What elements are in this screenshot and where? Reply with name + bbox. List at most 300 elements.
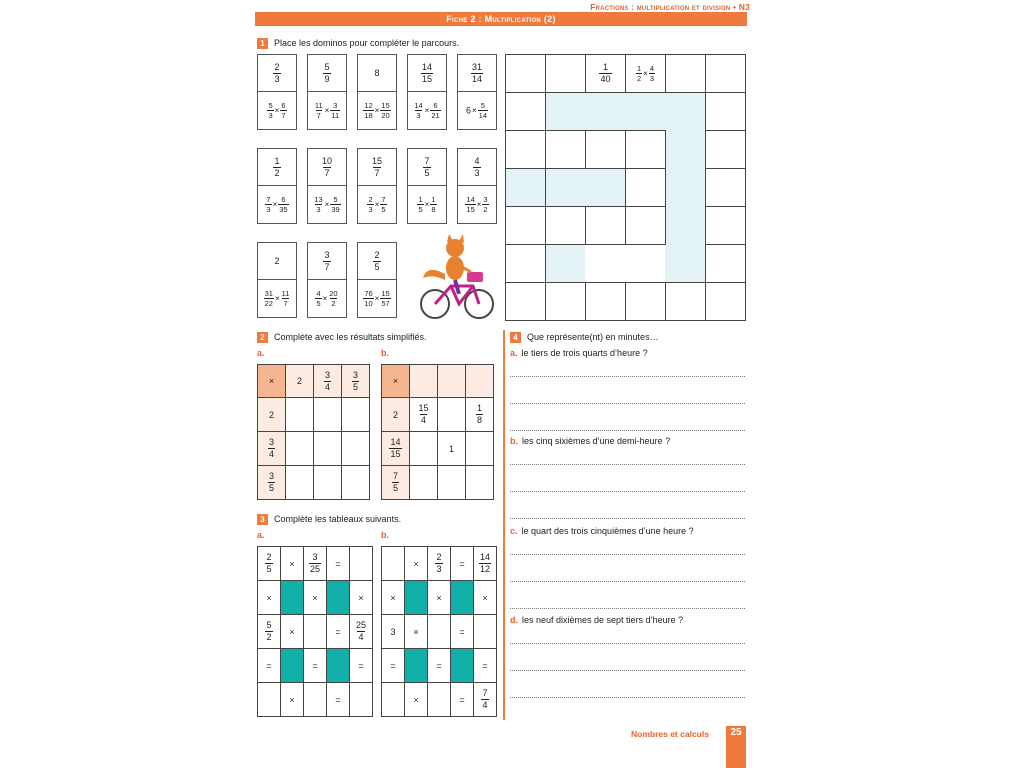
answer-line[interactable] (510, 697, 745, 698)
fraction (371, 157, 383, 178)
grid-cell (404, 546, 428, 581)
grid-cell (381, 682, 405, 717)
grid-cell (257, 648, 281, 683)
path-cell (705, 130, 746, 169)
fraction (330, 196, 340, 214)
question-text: les cinq sixièmes d’une demi-heure ? (522, 436, 671, 446)
denominator: 3 (436, 564, 442, 574)
denominator: 8 (431, 205, 436, 214)
numerator: 13 (314, 194, 323, 204)
times-sign: × (476, 200, 482, 209)
numerator: 7 (392, 471, 398, 481)
denominator: 2 (483, 205, 488, 214)
denominator: 5 (381, 205, 386, 214)
table-cell (381, 397, 410, 432)
domino-top (408, 55, 446, 92)
equals-sign: = (358, 660, 364, 671)
grid-cell (381, 546, 405, 581)
answer-line[interactable] (510, 376, 745, 377)
denominator: 7 (281, 111, 286, 120)
fraction (482, 196, 488, 214)
table-cell (257, 364, 286, 398)
expression (367, 196, 386, 214)
table-cell (285, 431, 314, 466)
fraction (373, 251, 380, 272)
fraction (380, 102, 390, 120)
numerator: 1 (274, 155, 280, 166)
question-text: le tiers de trois quarts d’heure ? (521, 348, 648, 358)
denominator: 15 (390, 449, 401, 459)
fraction (315, 290, 321, 308)
exercise-number: 3 (257, 514, 268, 525)
times-sign: × (472, 106, 477, 115)
table-cell (313, 431, 342, 466)
domino-card (407, 148, 447, 224)
times-sign: × (266, 592, 272, 603)
value-text: 8 (374, 68, 380, 78)
grid-cell (473, 614, 497, 649)
value-text: 6 (465, 104, 471, 115)
path-cell (625, 206, 666, 245)
grid-cell (473, 648, 497, 683)
domino-card (457, 54, 497, 130)
numerator: 3 (483, 194, 488, 204)
numerator: 3 (324, 369, 330, 380)
exercise-1-title: 1 Place les dominos pour compléter le parcours. (257, 38, 459, 49)
fraction (636, 65, 642, 83)
denominator: 2 (266, 632, 272, 642)
denominator: 3 (416, 111, 421, 120)
sheet-title-bar: Fiche 2 : Multiplication (2) (255, 12, 747, 26)
numerator: 5 (268, 100, 273, 110)
times-sign: × (274, 106, 280, 115)
table-cell (341, 397, 370, 432)
denominator: 7 (324, 261, 330, 272)
table-cell (341, 431, 370, 466)
answer-line[interactable] (510, 403, 745, 404)
domino-bottom (358, 280, 396, 317)
numerator: 3 (268, 471, 274, 481)
domino-bottom (358, 92, 396, 129)
domino-bottom (258, 186, 296, 223)
table-cell (381, 431, 410, 466)
expression (466, 102, 488, 120)
domino-top (408, 149, 446, 186)
fraction (476, 404, 483, 425)
numerator: 12 (364, 100, 373, 110)
denominator: 5 (418, 205, 423, 214)
answer-line[interactable] (510, 643, 745, 644)
domino-bottom (458, 186, 496, 223)
domino-card (357, 54, 397, 130)
equals-sign: = (459, 558, 465, 569)
fraction (278, 196, 288, 214)
denominator: 7 (324, 167, 330, 178)
numerator: 5 (333, 194, 338, 204)
exercise-number: 4 (510, 332, 521, 343)
domino-card (307, 148, 347, 224)
domino-bottom (408, 92, 446, 129)
numerator: 14 (390, 437, 401, 447)
numerator: 6 (281, 194, 286, 204)
grid-cell (427, 546, 451, 581)
domino-bottom (258, 92, 296, 129)
times-sign: × (289, 558, 295, 569)
grid-cell (404, 682, 428, 717)
domino-card (257, 148, 297, 224)
denominator: 8 (476, 415, 482, 425)
path-cell (505, 206, 546, 245)
part-b-label: b. (381, 530, 389, 540)
table-cell (313, 364, 342, 398)
expression (636, 65, 655, 83)
grid-cell (349, 682, 373, 717)
times-sign: × (392, 376, 399, 386)
grid-cell (303, 614, 327, 649)
times-sign: × (424, 200, 430, 209)
numerator: 15 (371, 155, 382, 166)
table-cell (381, 465, 410, 500)
denominator: 5 (268, 483, 274, 493)
fraction (423, 157, 430, 178)
fraction (392, 472, 399, 493)
denominator: 2 (331, 299, 336, 308)
times-sign: × (482, 592, 488, 603)
path-cell (545, 130, 586, 169)
denominator: 39 (331, 205, 340, 214)
denominator: 3 (274, 73, 280, 84)
denominator: 4 (482, 700, 488, 710)
question-label: c. (510, 526, 518, 536)
shaded-cell (404, 580, 428, 615)
times-sign: × (374, 200, 380, 209)
times-sign: × (436, 592, 442, 603)
value-text: 2 (268, 409, 274, 420)
section-name: Nombres et calculs (631, 729, 709, 739)
exercise-number: 2 (257, 332, 268, 343)
table-cell (313, 465, 342, 500)
grid-cell (404, 614, 428, 649)
domino-card (407, 54, 447, 130)
denominator: 2 (274, 167, 280, 178)
fraction (478, 102, 488, 120)
grid-cell (257, 546, 281, 581)
grid-cell (349, 614, 373, 649)
denominator: 3 (474, 167, 480, 178)
answer-line[interactable] (510, 491, 745, 492)
page-number: 25 (726, 726, 746, 768)
domino-card (357, 242, 397, 318)
domino-top (358, 243, 396, 280)
answer-line[interactable] (510, 430, 745, 431)
grid-cell (427, 648, 451, 683)
part-a-label: a. (257, 530, 265, 540)
path-cell (505, 282, 546, 321)
domino-top (258, 243, 296, 280)
expression (264, 290, 291, 308)
denominator: 9 (324, 73, 330, 84)
denominator: 25 (309, 564, 320, 574)
path-cell (585, 282, 626, 321)
times-sign: × (324, 106, 330, 115)
answer-line[interactable] (510, 464, 745, 465)
question (510, 526, 694, 536)
numerator: 7 (381, 194, 386, 204)
grid-cell (303, 546, 327, 581)
grid-cell (280, 682, 304, 717)
fraction (367, 196, 373, 214)
numerator: 7 (424, 155, 430, 166)
question-text: les neuf dixièmes de sept tiers d’heure ? (522, 615, 684, 625)
fraction (465, 196, 475, 214)
expression (265, 196, 288, 214)
times-sign: × (643, 69, 648, 78)
numerator: 1 (476, 403, 482, 413)
fraction (273, 157, 280, 178)
domino-card (307, 242, 347, 318)
times-sign: × (274, 294, 280, 303)
denominator: 4 (420, 415, 426, 425)
denominator: 3 (268, 111, 273, 120)
denominator: 35 (279, 205, 288, 214)
grid-cell (349, 648, 373, 683)
path-cell-filled (625, 54, 666, 93)
equals-sign: = (335, 558, 341, 569)
equals-sign: = (335, 626, 341, 637)
equals-sign: = (312, 660, 318, 671)
fraction (380, 290, 390, 308)
value-text: 2 (392, 409, 398, 420)
numerator: 15 (381, 288, 390, 298)
answer-line[interactable] (510, 670, 745, 671)
table-cell (257, 397, 286, 432)
grid-cell (280, 546, 304, 581)
fraction (264, 290, 274, 308)
denominator: 22 (264, 299, 273, 308)
fraction (599, 63, 611, 84)
domino-card (457, 148, 497, 224)
numerator: 11 (314, 100, 323, 110)
table-cell (341, 364, 370, 398)
exercise-3-title: 3 Complète les tableaux suivants. (257, 514, 401, 525)
numerator: 4 (316, 288, 321, 298)
fraction (267, 102, 273, 120)
table-cell (409, 465, 438, 500)
numerator: 5 (324, 61, 330, 72)
numerator: 4 (649, 63, 654, 73)
times-sign: × (324, 200, 330, 209)
table-cell (409, 431, 438, 466)
denominator: 12 (479, 564, 490, 574)
fraction (313, 196, 323, 214)
times-sign: × (268, 376, 275, 386)
fraction (421, 63, 433, 84)
path-cell (505, 54, 546, 93)
question-label: d. (510, 615, 518, 625)
grid-cell (349, 546, 373, 581)
times-sign: × (272, 200, 278, 209)
numerator: 11 (281, 288, 290, 298)
domino-card (307, 54, 347, 130)
answer-line[interactable] (510, 581, 745, 582)
numerator: 25 (355, 620, 366, 630)
domino-top (358, 55, 396, 92)
grid-cell (326, 682, 350, 717)
numerator: 4 (474, 155, 480, 166)
numerator: 14 (421, 61, 432, 72)
times-sign: × (413, 558, 419, 569)
times-sign: × (312, 592, 318, 603)
numerator: 2 (374, 249, 380, 260)
numerator: 10 (321, 155, 332, 166)
table-cell (465, 465, 494, 500)
numerator: 15 (381, 100, 390, 110)
times-sign: × (322, 294, 328, 303)
value-text: 2 (274, 256, 280, 266)
shaded-cell (280, 648, 304, 683)
denominator: 4 (358, 632, 364, 642)
fraction (265, 196, 271, 214)
fraction (380, 196, 386, 214)
value-text: 2 (296, 376, 302, 386)
numerator: 3 (352, 369, 358, 380)
domino-card (257, 242, 297, 318)
table-cell (381, 364, 410, 398)
numerator: 2 (266, 552, 272, 562)
numerator: 1 (602, 62, 608, 72)
equals-sign: = (436, 660, 442, 671)
part-a-label: a. (257, 348, 265, 358)
expression (313, 196, 340, 214)
exercise-2-title: 2 Complète avec les résultats simplifiés. (257, 332, 427, 343)
denominator: 2 (636, 74, 642, 83)
table-cell (465, 431, 494, 466)
fraction (479, 553, 491, 574)
fraction (352, 371, 359, 392)
path-cell (705, 54, 746, 93)
numerator: 3 (324, 249, 330, 260)
grid-cell (303, 580, 327, 615)
fraction (435, 553, 442, 574)
fraction (265, 553, 272, 574)
domino-top (308, 149, 346, 186)
fraction (321, 157, 333, 178)
grid-cell (450, 546, 474, 581)
fraction (323, 251, 330, 272)
denominator: 3 (368, 205, 373, 214)
denominator: 21 (431, 111, 440, 120)
times-sign: × (413, 694, 419, 705)
expression (363, 290, 390, 308)
numerator: 15 (418, 403, 429, 413)
grid-cell (381, 648, 405, 683)
denominator: 3 (316, 205, 321, 214)
fraction (430, 196, 436, 214)
answer-line[interactable] (510, 518, 745, 519)
grid-cell (450, 614, 474, 649)
table-cell (285, 397, 314, 432)
table-cell (437, 431, 466, 466)
answer-line[interactable] (510, 608, 745, 609)
fraction (430, 102, 440, 120)
equals-sign: = (335, 694, 341, 705)
path-cell (505, 168, 546, 207)
expression (417, 196, 436, 214)
question-label: a. (510, 348, 518, 358)
fraction (330, 102, 340, 120)
fox-on-bicycle-illustration (415, 234, 500, 322)
table-cell (437, 397, 466, 432)
grid-cell (473, 682, 497, 717)
expression (314, 102, 340, 120)
grid-cell (427, 614, 451, 649)
path-cell (705, 244, 746, 283)
domino-bottom (358, 186, 396, 223)
domino-bottom (308, 92, 346, 129)
numerator: 5 (480, 100, 485, 110)
equals-sign: = (266, 660, 272, 671)
path-cell (625, 130, 666, 169)
value-text: 1 (448, 443, 454, 454)
path-cell (585, 130, 626, 169)
numerator: 3 (312, 552, 318, 562)
denominator: 4 (324, 381, 330, 392)
fraction (417, 196, 423, 214)
numerator: 1 (418, 194, 423, 204)
table-cell (437, 364, 466, 398)
times-sign: × (289, 626, 295, 637)
numerator: 1 (636, 63, 642, 73)
table-cell (341, 465, 370, 500)
equals-sign: = (390, 660, 396, 671)
shaded-cell (326, 648, 350, 683)
grid-cell (257, 614, 281, 649)
numerator: 7 (266, 194, 271, 204)
fraction (323, 63, 330, 84)
exercise-4-title: 4 Que représente(nt) en minutes… (510, 332, 659, 343)
path-cell (505, 244, 546, 283)
fraction (649, 65, 655, 83)
numerator: 2 (274, 61, 280, 72)
fraction (265, 621, 272, 642)
times-sign: × (390, 592, 396, 603)
path-cell (625, 282, 666, 321)
denominator: 10 (364, 299, 373, 308)
denominator: 40 (600, 74, 611, 84)
grid-cell (280, 614, 304, 649)
denominator: 57 (381, 299, 390, 308)
fraction (363, 102, 373, 120)
grid-cell (450, 682, 474, 717)
answer-line[interactable] (510, 554, 745, 555)
grid-cell (381, 614, 405, 649)
shaded-cell (404, 648, 428, 683)
fraction (280, 102, 286, 120)
times-sign: × (358, 592, 364, 603)
denominator: 4 (268, 449, 274, 459)
grid-cell (326, 614, 350, 649)
numerator: 31 (471, 61, 482, 72)
question-text: le quart des trois cinquièmes d’une heure ? (521, 526, 694, 536)
domino-bottom (308, 186, 346, 223)
grid-cell (381, 580, 405, 615)
numerator: 2 (436, 552, 442, 562)
shaded-cell (326, 580, 350, 615)
denominator: 3 (266, 205, 271, 214)
table-cell (465, 397, 494, 432)
grid-cell (349, 580, 373, 615)
expression (315, 290, 338, 308)
